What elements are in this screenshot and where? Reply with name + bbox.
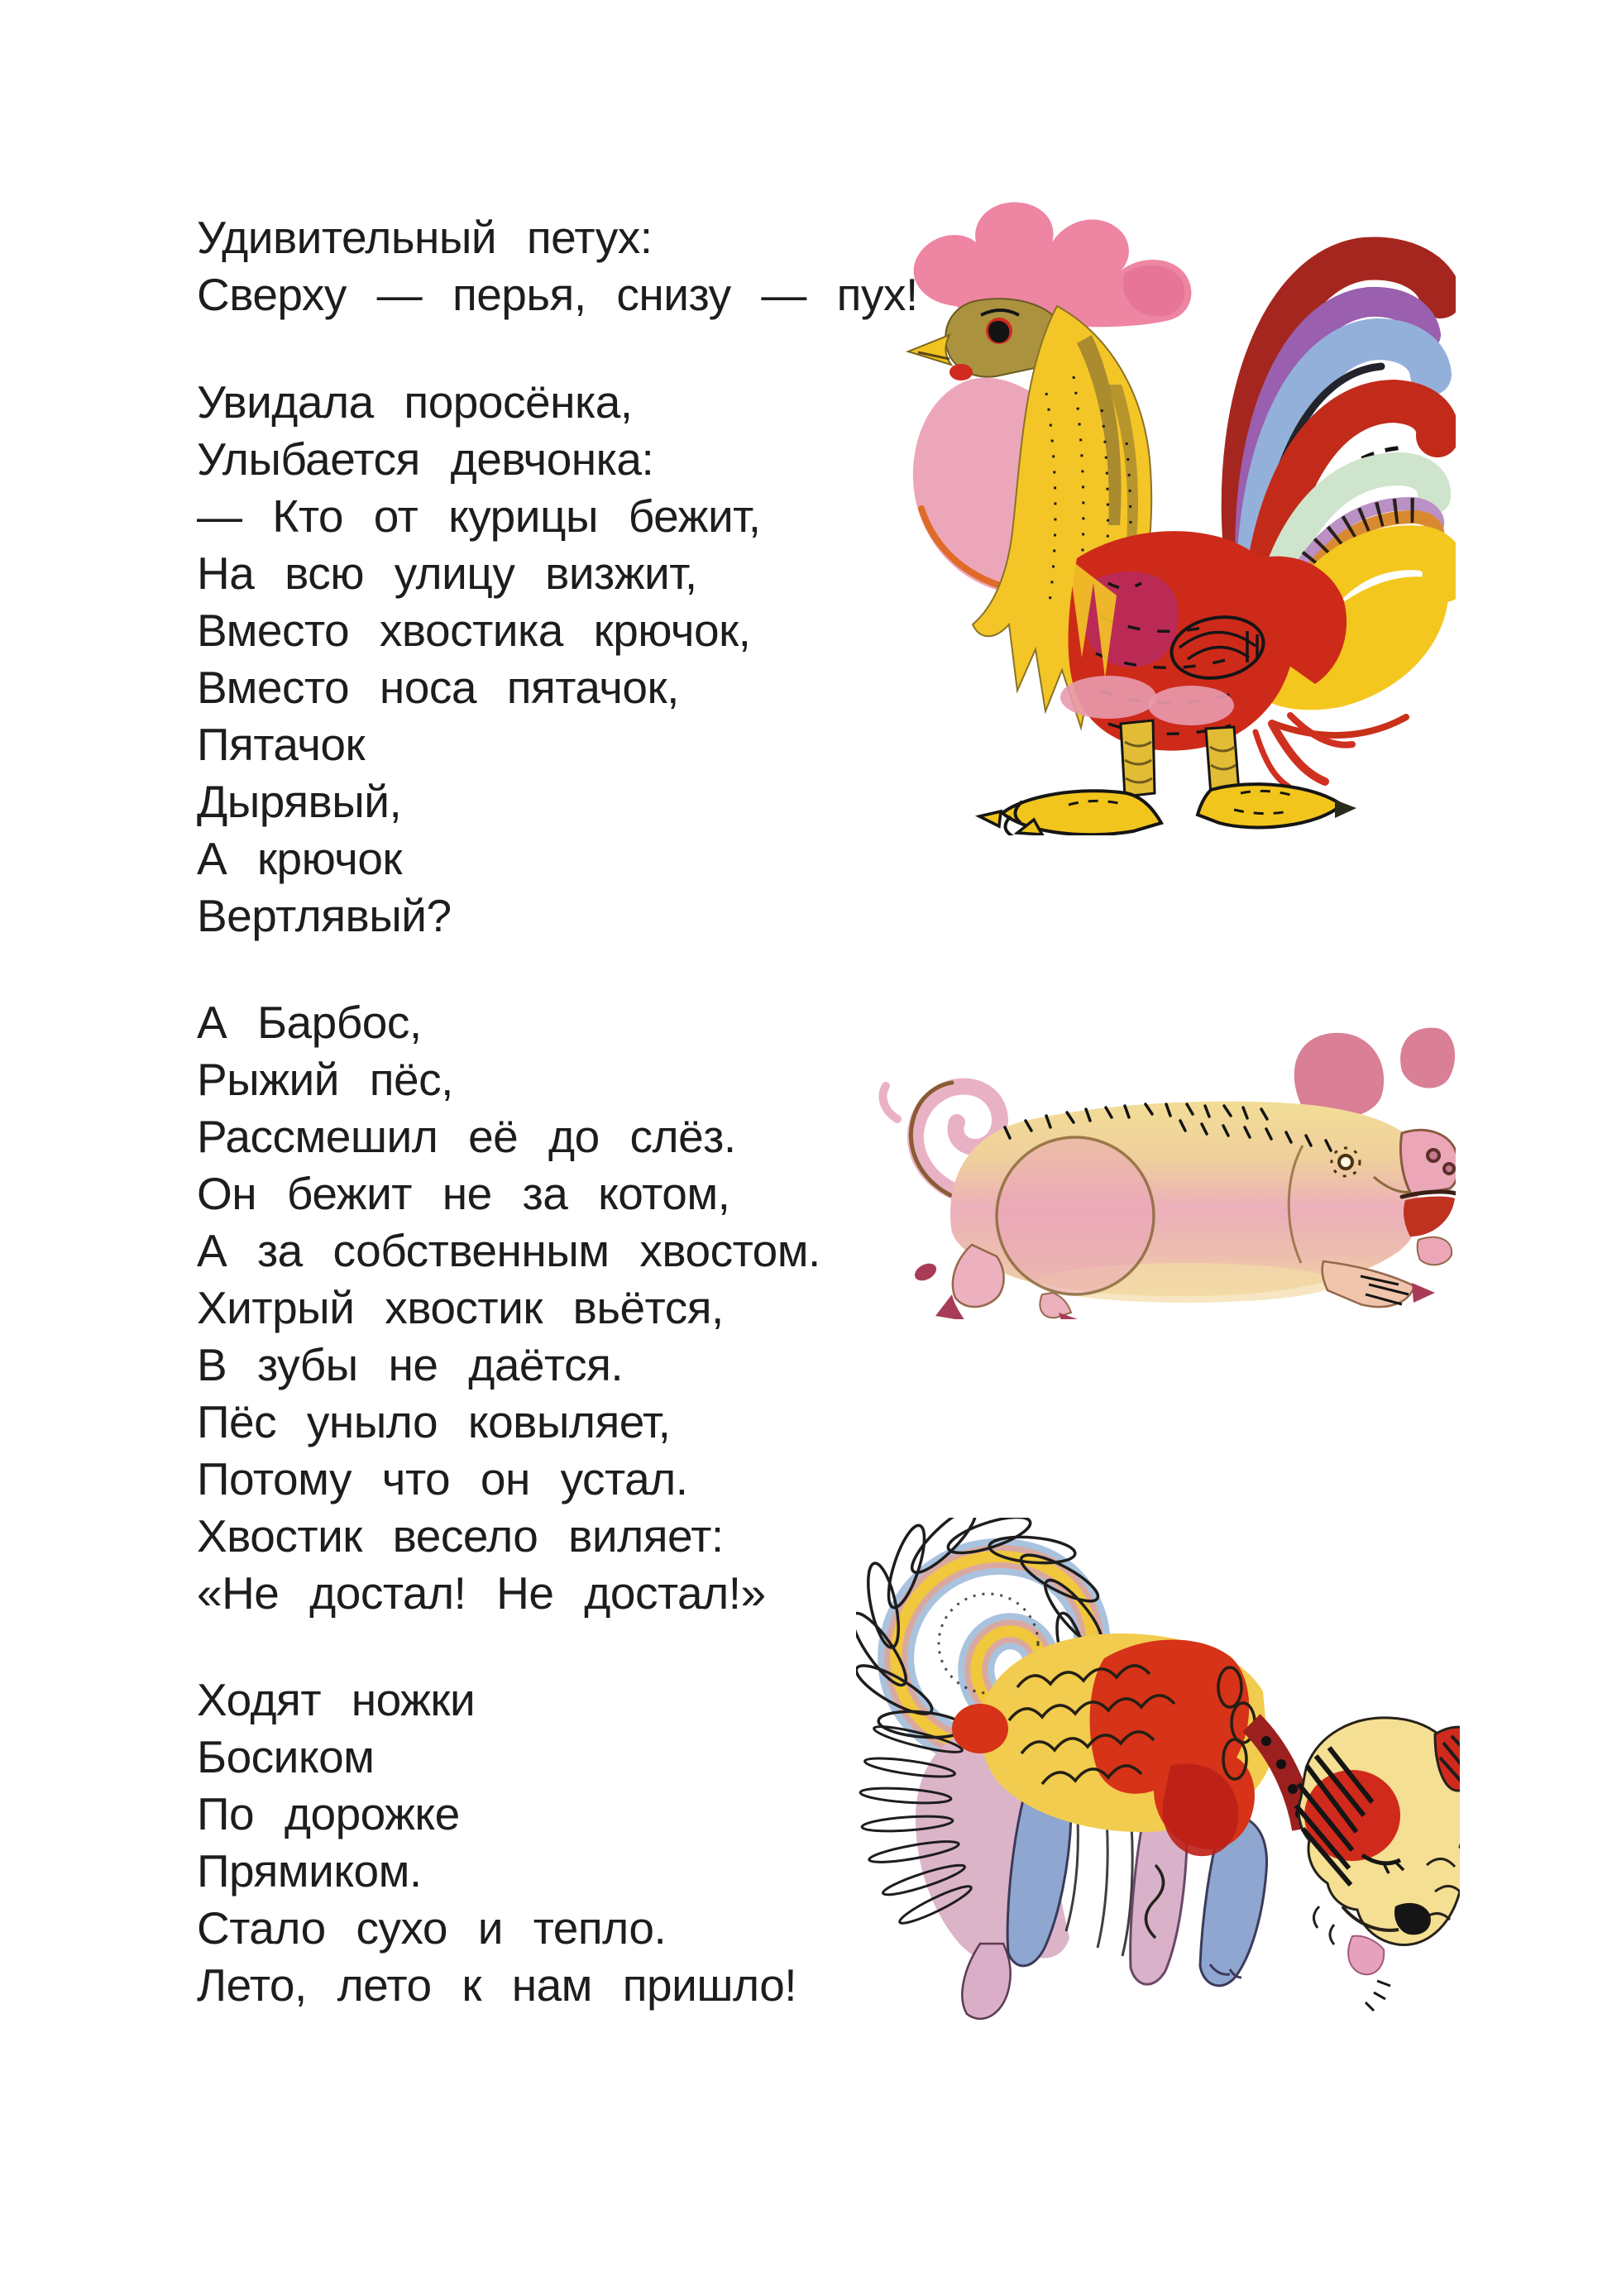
poem-line: Удивительный петух:: [197, 212, 653, 263]
stanza-2: [197, 374, 761, 945]
poem-line: По дорожке: [197, 1788, 460, 1839]
dog-head: [1296, 1718, 1460, 2011]
poem-line: «Не достал! Не достал!»: [197, 1567, 766, 1619]
poem-line: Дырявый,: [197, 776, 402, 827]
poem-line: Хитрый хвостик вьётся,: [197, 1282, 724, 1333]
rooster-beak: [908, 335, 951, 365]
pig-ears: [1294, 1028, 1455, 1119]
poem-line: Хвостик весело виляет:: [197, 1510, 724, 1562]
stanza-4: [197, 1672, 796, 2014]
dog-whisker-dashes: [1366, 1981, 1390, 2011]
poem-line: В зубы не даётся.: [197, 1339, 624, 1390]
poem-line: Рыжий пёс,: [197, 1054, 453, 1105]
poem-line: Сверху — перья, снизу — пух!: [197, 269, 918, 320]
poem-line: Стало сухо и тепло.: [197, 1902, 667, 1954]
poem-line: Пёс уныло ковыляет,: [197, 1396, 671, 1447]
poem-line: Вместо хвостика крючок,: [197, 605, 751, 656]
dog-tongue: [1348, 1936, 1384, 1975]
pig-mouth: [1404, 1197, 1455, 1236]
poem-line: Лето, лето к нам пришло!: [197, 1959, 797, 2011]
poem-line: А за собственным хвостом.: [197, 1225, 820, 1276]
stanza-3: [197, 994, 820, 1622]
poem-line: Он бежит не за котом,: [197, 1168, 730, 1219]
rooster-illustration: [860, 194, 1456, 835]
poem-line: Улыбается девчонка:: [197, 433, 654, 485]
poem-line: На всю улицу визжит,: [197, 548, 697, 599]
poem-line: Вместо носа пятачок,: [197, 662, 679, 713]
stanza-1: [197, 209, 918, 323]
rooster-comb: [914, 203, 1192, 328]
poem-line: А крючок: [197, 833, 402, 884]
dog-illustration: [856, 1518, 1460, 2022]
poem-line: А Барбос,: [197, 997, 422, 1048]
poem-line: Вертлявый?: [197, 890, 452, 941]
poem-line: — Кто от курицы бежит,: [197, 490, 761, 542]
poem-line: Пятачок: [197, 719, 366, 770]
poem-line: Прямиком.: [197, 1845, 422, 1897]
poem-line: Рассмешил её до слёз.: [197, 1111, 736, 1162]
poem-line: Потому что он устал.: [197, 1453, 688, 1504]
pig-illustration: [873, 1021, 1456, 1319]
poem-line: Ходят ножки: [197, 1674, 476, 1725]
poem-line: Увидала поросёнка,: [197, 376, 633, 428]
poem-line: Босиком: [197, 1731, 375, 1782]
